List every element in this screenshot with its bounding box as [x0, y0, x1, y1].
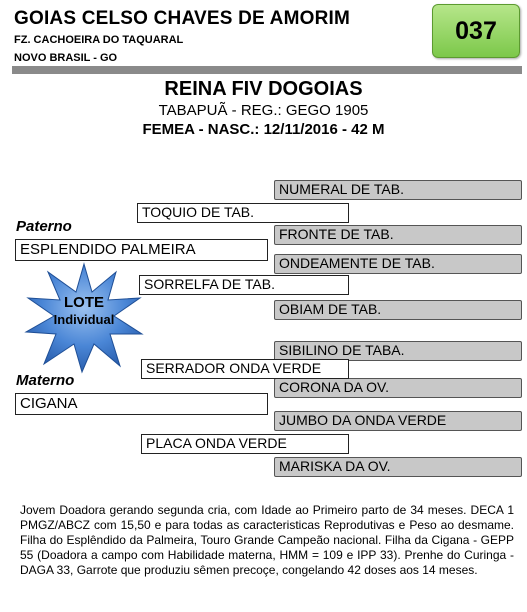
great-grandparent-1: NUMERAL DE TAB.: [274, 180, 522, 200]
individual-label: Individual: [53, 312, 115, 327]
great-grandparent-6: CORONA DA OV.: [274, 378, 522, 398]
maternal-granddam: PLACA ONDA VERDE: [141, 434, 349, 454]
lot-number-badge: 037: [432, 4, 520, 58]
great-grandparent-4: OBIAM DE TAB.: [274, 300, 522, 320]
sire-box: ESPLENDIDO PALMEIRA: [15, 239, 268, 261]
header-divider: [12, 66, 522, 74]
paternal-label: Paterno: [16, 218, 72, 235]
great-grandparent-5: SIBILINO DE TABA.: [274, 341, 522, 361]
owner-name: GOIAS CELSO CHAVES DE AMORIM: [14, 8, 351, 29]
animal-name: REINA FIV DOGOIAS: [164, 78, 363, 100]
great-grandparent-2: FRONTE DE TAB.: [274, 225, 522, 245]
farm-name: FZ. CACHOEIRA DO TAQUARAL: [14, 34, 184, 46]
animal-registration: TABAPUÃ - REG.: GEGO 1905: [158, 102, 369, 119]
maternal-grandsire: SERRADOR ONDA VERDE: [141, 359, 349, 379]
description-text: Jovem Doadora gerando segunda cria, com Idade ao Primeiro parto de 34 meses. DECA 1 PMGZ/ABCZ com 15,50 e para todas as caracteristicas Reprodutivas e Peso ao desmame. Filha do Esplêndido da Palmeira, Touro Grande Campeão nacional. Filha da Cigana - GEPP 55 (Doadora a campo com Habilidade materna, HMM = 109 e IPP 33). Prenhe do Curinga - DAGA 33, Garrote que produziu sêmen precoçe, congelando 42 doses aos 14 meses.: [20, 503, 514, 577]
maternal-label: Materno: [16, 372, 75, 389]
lot-label: LOTE: [64, 294, 104, 311]
great-grandparent-8: MARISKA DA OV.: [274, 457, 522, 477]
animal-sex-birth: FEMEA - NASC.: 12/11/2016 - 42 M: [142, 121, 385, 138]
great-grandparent-7: JUMBO DA ONDA VERDE: [274, 411, 522, 431]
city-name: NOVO BRASIL - GO: [14, 52, 118, 64]
dam-box: CIGANA: [15, 393, 268, 415]
paternal-granddam: SORRELFA DE TAB.: [139, 275, 349, 295]
great-grandparent-3: ONDEAMENTE DE TAB.: [274, 254, 522, 274]
paternal-grandsire: TOQUIO DE TAB.: [137, 203, 349, 223]
lot-starburst-text: [24, 294, 144, 328]
